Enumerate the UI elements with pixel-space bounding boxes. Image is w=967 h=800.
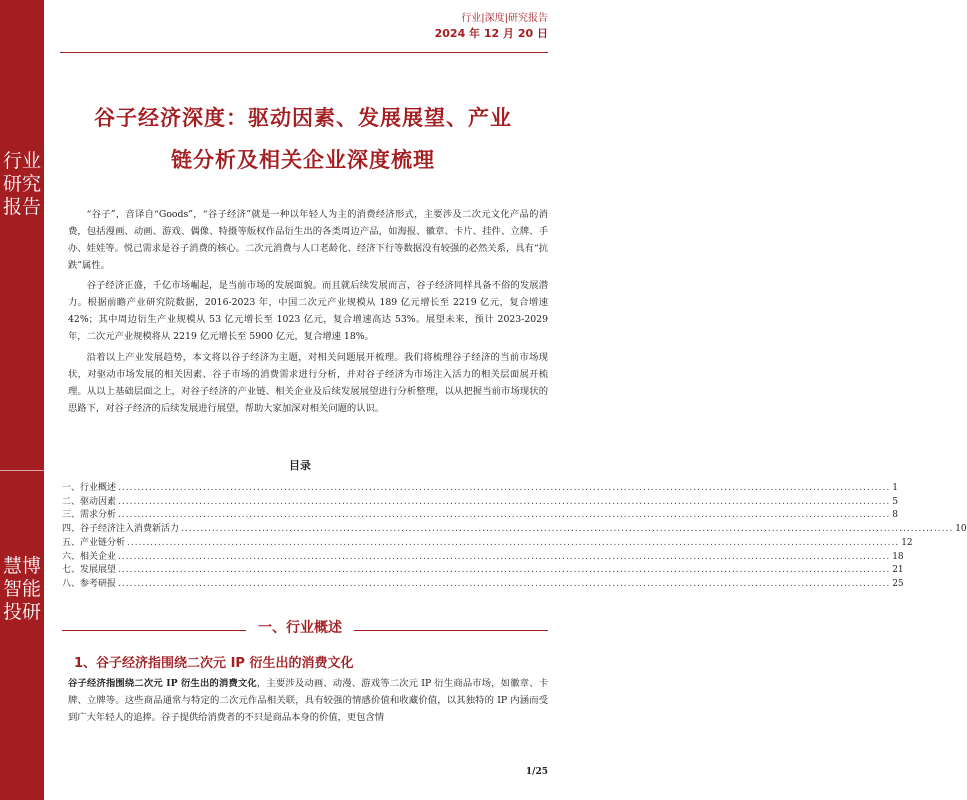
toc-leader-dots: ........................................................................................................................................................................................................ <box>118 565 891 576</box>
table-of-contents <box>62 482 967 592</box>
toc-item-page: 8 <box>892 510 898 521</box>
sidebar-bottom-label: 慧博智能投研 <box>2 555 41 623</box>
toc-item-label: 六、相关企业 <box>62 551 117 562</box>
toc-leader-dots: ........................................................................................................................................................................................................ <box>127 537 900 548</box>
section-heading <box>0 617 600 637</box>
section-body <box>68 675 548 726</box>
toc-item-page: 1 <box>892 483 898 493</box>
intro-paragraph-2: 谷子经济正盛，千亿市场崛起，是当前市场的发展面貌。而且就后续发展而言，谷子经济同样具备不俗的发展潜力。根据前瞻产业研究院数据，2016-2023 年，中国二次元产业规模从 189 亿元增长至 2219 亿元，复合增速 42%；其中周边衍生产业规模从 53 亿元增长至 1023 亿元，复合增速高达 53%。展望未来，预计 2023-2029 年，二次元产业规模将从 2219 亿元增长至 5900 亿元，复合增速 18%。 <box>68 280 548 342</box>
section-heading-text: 一、行业概述 <box>246 620 354 636</box>
toc-item[interactable] <box>62 537 913 551</box>
section-body-text: ，主要涉及动画、动漫、游戏等二次元 IP 衍生商品市场，如徽章、卡牌、立牌等。这些商品通常与特定的二次元作品相关联，具有较强的情感价值和收藏价值，以其独特的 IP 内涵而受到广大年轻人的追捧。谷子提供给消费者的不只是商品本身的价值，更包含情 <box>68 678 548 723</box>
page-number: 1/25 <box>525 767 548 777</box>
toc-item-label: 七、发展展望 <box>62 565 117 576</box>
toc-item-label: 一、行业概述 <box>62 483 117 493</box>
toc-leader-dots: ........................................................................................................................................................................................................ <box>118 551 891 562</box>
report-title-line2: 链分析及相关企业深度梳理 <box>171 148 435 172</box>
toc-item[interactable] <box>62 578 904 592</box>
section-body-bold: 谷子经济指围绕二次元 IP 衍生出的消费文化 <box>68 678 257 689</box>
report-title-line1: 谷子经济深度：驱动因素、发展展望、产业 <box>94 106 512 130</box>
toc-item[interactable] <box>62 509 898 523</box>
toc-leader-dots: ........................................................................................................................................................................................................ <box>181 524 954 535</box>
toc-leader-dots: ........................................................................................................................................................................................................ <box>118 510 891 521</box>
toc-title: 目录 <box>289 459 311 472</box>
toc-item-label: 八、参考研报 <box>62 578 117 589</box>
report-title <box>62 97 544 181</box>
intro-paragraph-1: “谷子”，音译自“Goods”，“谷子经济”就是一种以年轻人为主的消费经济形式，主要涉及二次元文化产品的消费，包括漫画、动画、游戏、偶像、特摄等版权作品衍生出的各类周边产品，如海报、徽章、卡片、挂件、立牌、手办、娃娃等。悦己需求是谷子消费的核心。二次元消费与人口老龄化、经济下行等数据没有较强的必然关系，具有“抗跌”属性。 <box>68 209 548 271</box>
header-date: 2024 年 12 月 20 日 <box>434 27 548 40</box>
toc-item-page: 25 <box>892 578 904 589</box>
toc-item-label: 二、驱动因素 <box>62 496 117 507</box>
sidebar-top-label: 行业研究报告 <box>2 150 41 218</box>
intro-paragraph-3: 沿着以上产业发展趋势，本文将以谷子经济为主题，对相关问题展开梳理。我们将梳理谷子经济的当前市场现状，对驱动市场发展的相关因素、谷子市场的消费需求进行分析，并对谷子经济为市场注入活力的相关层面展开梳理。从以上基础层面之上，对谷子经济的产业链、相关企业及后续发展展望进行分析整理，以从把握当前市场现状的思路下，对谷子经济的后续发展进行展望，帮助大家加深对相关问题的认识。 <box>68 352 548 414</box>
header <box>435 12 548 42</box>
toc-leader-dots: ........................................................................................................................................................................................................ <box>118 483 891 493</box>
subsection-heading: 1、谷子经济指围绕二次元 IP 衍生出的消费文化 <box>74 656 354 671</box>
toc-item[interactable] <box>62 482 898 496</box>
toc-item[interactable] <box>62 496 898 510</box>
toc-item-label: 五、产业链分析 <box>62 537 126 548</box>
toc-item-page: 10 <box>955 524 967 535</box>
toc-item-label: 三、需求分析 <box>62 510 117 521</box>
toc-item-page: 12 <box>901 537 913 548</box>
toc-item-page: 5 <box>892 496 898 507</box>
toc-item[interactable] <box>62 551 904 565</box>
toc-item-page: 21 <box>892 565 904 576</box>
toc-item-label: 四、谷子经济注入消费新活力 <box>62 524 180 535</box>
toc-item[interactable] <box>62 564 904 578</box>
toc-item-page: 18 <box>892 551 904 562</box>
toc-leader-dots: ........................................................................................................................................................................................................ <box>118 496 891 507</box>
header-tags: 行业|深度|研究报告 <box>461 13 548 24</box>
toc-item[interactable] <box>62 523 967 537</box>
header-divider <box>60 52 548 53</box>
toc-leader-dots: ........................................................................................................................................................................................................ <box>118 578 891 589</box>
sidebar <box>0 0 44 800</box>
